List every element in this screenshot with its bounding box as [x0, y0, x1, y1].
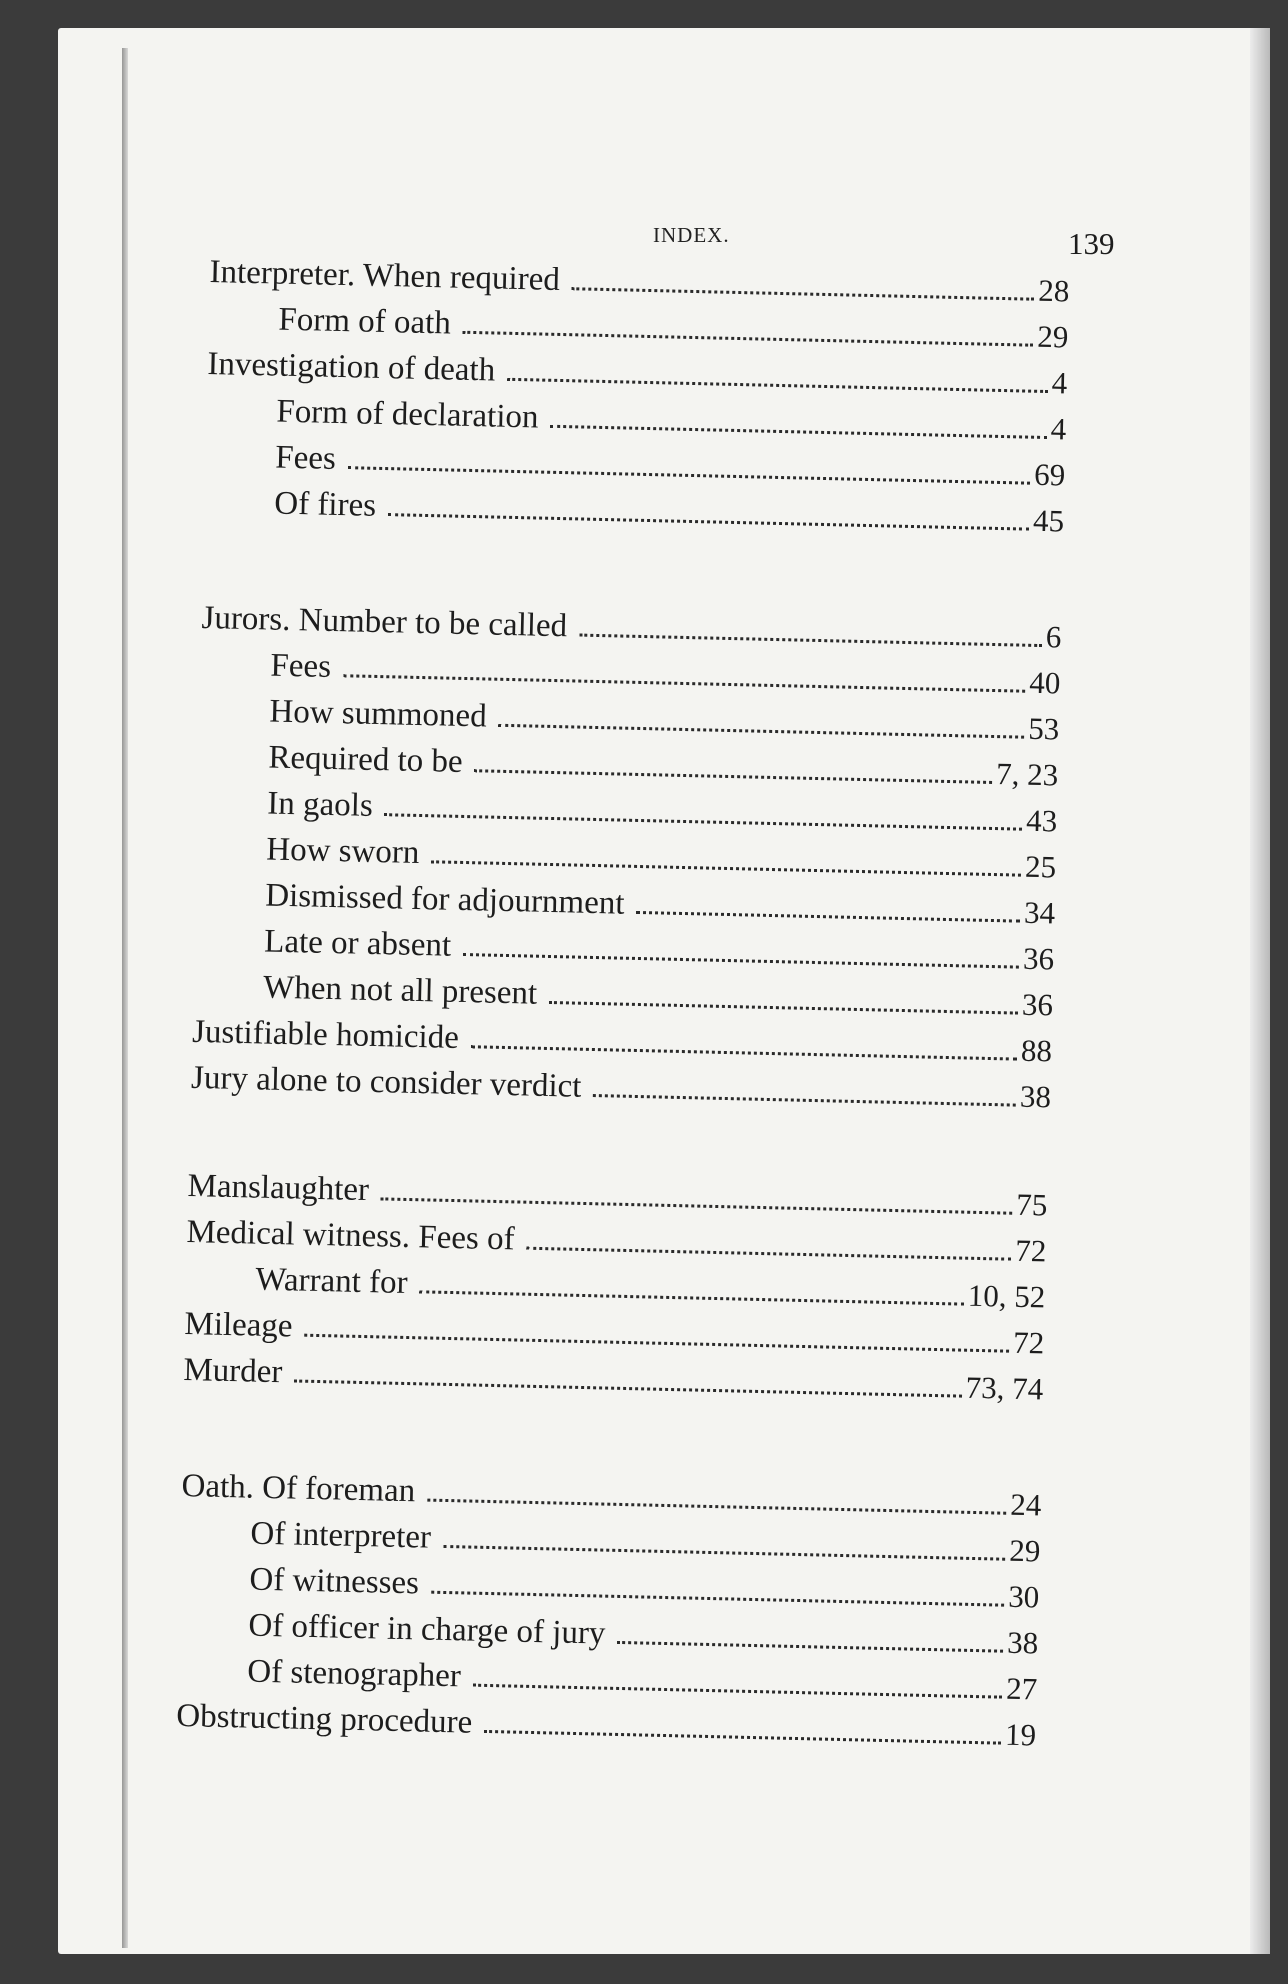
entry-term: Of fires [273, 485, 377, 524]
index-section-j [191, 600, 1062, 1125]
entry-pages: 10, 52 [967, 1277, 1046, 1315]
entry-term: Oath. Of foreman [181, 1468, 416, 1510]
entry-pages: 29 [1036, 318, 1069, 355]
dot-leader [474, 749, 992, 784]
entry-term: How summoned [269, 693, 488, 735]
entry-term: Investigation of death [207, 345, 496, 389]
entry-pages: 75 [1015, 1186, 1048, 1223]
entry-term: Jury alone to consider verdict [190, 1059, 582, 1105]
entry-pages: 53 [1027, 710, 1060, 747]
dot-leader [463, 933, 1019, 969]
dot-leader [471, 1025, 1018, 1061]
entry-pages: 29 [1008, 1532, 1041, 1569]
entry-pages: 7, 23 [995, 756, 1059, 793]
dot-leader [419, 1270, 964, 1306]
page-number: 139 [1068, 226, 1115, 261]
dot-leader [572, 267, 1035, 301]
entry-term: Manslaughter [187, 1168, 370, 1209]
index-section-i [204, 254, 1070, 549]
dot-leader [381, 1177, 1013, 1215]
entry-term: Fees [274, 439, 337, 477]
dot-leader [593, 1074, 1016, 1107]
entry-pages: 88 [1020, 1032, 1053, 1069]
page-fold-line [122, 48, 128, 1948]
entry-term: Form of declaration [276, 393, 539, 436]
entry-pages: 69 [1033, 456, 1066, 493]
entry-pages: 28 [1037, 272, 1070, 309]
dot-leader [484, 1709, 1001, 1744]
entry-term: Of witnesses [249, 1561, 420, 1602]
running-header: INDEX. [653, 223, 730, 247]
entry-pages: 34 [1023, 894, 1056, 931]
entry-pages: 72 [1012, 1324, 1045, 1361]
entry-pages: 30 [1007, 1578, 1040, 1615]
book-page [58, 28, 1270, 1954]
entry-pages: 38 [1006, 1624, 1039, 1661]
entry-pages: 36 [1021, 986, 1054, 1023]
entry-pages: 27 [1005, 1670, 1038, 1707]
entry-term: Jurors. Number to be called [201, 600, 568, 645]
dot-leader [427, 1478, 1007, 1515]
index-section-m [183, 1168, 1048, 1417]
entry-term: Of officer in charge of jury [248, 1607, 606, 1652]
entry-term: Required to be [268, 739, 464, 780]
entry-term: Murder [183, 1351, 283, 1391]
entry-pages: 40 [1028, 664, 1061, 701]
entry-term: When not all present [262, 969, 538, 1012]
entry-term: Form of oath [278, 301, 452, 342]
dot-leader [617, 1620, 1003, 1652]
entry-pages: 73, 74 [965, 1369, 1044, 1407]
entry-pages: 43 [1025, 802, 1058, 839]
dot-leader [549, 981, 1018, 1015]
entry-term: Obstructing procedure [175, 1697, 473, 1741]
entry-term: Of interpreter [250, 1515, 432, 1556]
entry-pages: 45 [1032, 502, 1065, 539]
entry-term: Mileage [184, 1305, 293, 1345]
entry-term: Justifiable homicide [191, 1013, 460, 1056]
entry-pages: 4 [1050, 411, 1067, 447]
entry-pages: 38 [1019, 1078, 1052, 1115]
entry-pages: 24 [1009, 1486, 1042, 1523]
dot-leader [443, 1524, 1006, 1560]
entry-pages: 36 [1022, 940, 1055, 977]
entry-pages: 25 [1024, 848, 1057, 885]
entry-pages: 6 [1045, 619, 1062, 655]
index-section-o [176, 1468, 1042, 1763]
dot-leader [498, 703, 1024, 738]
dot-leader [526, 1226, 1011, 1260]
entry-term: Of stenographer [246, 1653, 462, 1695]
entry-term: Medical witness. Fees of [186, 1213, 515, 1258]
entry-pages: 72 [1014, 1232, 1047, 1269]
entry-term: Interpreter. When required [209, 254, 561, 298]
dot-leader [579, 613, 1042, 647]
dot-leader [473, 1663, 1003, 1698]
entry-term: Fees [270, 647, 332, 685]
entry-term: How sworn [265, 831, 420, 871]
page-edge [1250, 28, 1270, 1954]
entry-term: In gaols [266, 785, 374, 824]
dot-leader [550, 404, 1047, 439]
entry-pages: 4 [1051, 365, 1068, 401]
dot-leader [507, 357, 1048, 393]
entry-term: Late or absent [263, 923, 452, 964]
entry-term: Dismissed for adjournment [264, 877, 625, 922]
entry-term: Warrant for [255, 1261, 409, 1302]
entry-pages: 19 [1004, 1716, 1037, 1753]
dot-leader [636, 890, 1020, 922]
